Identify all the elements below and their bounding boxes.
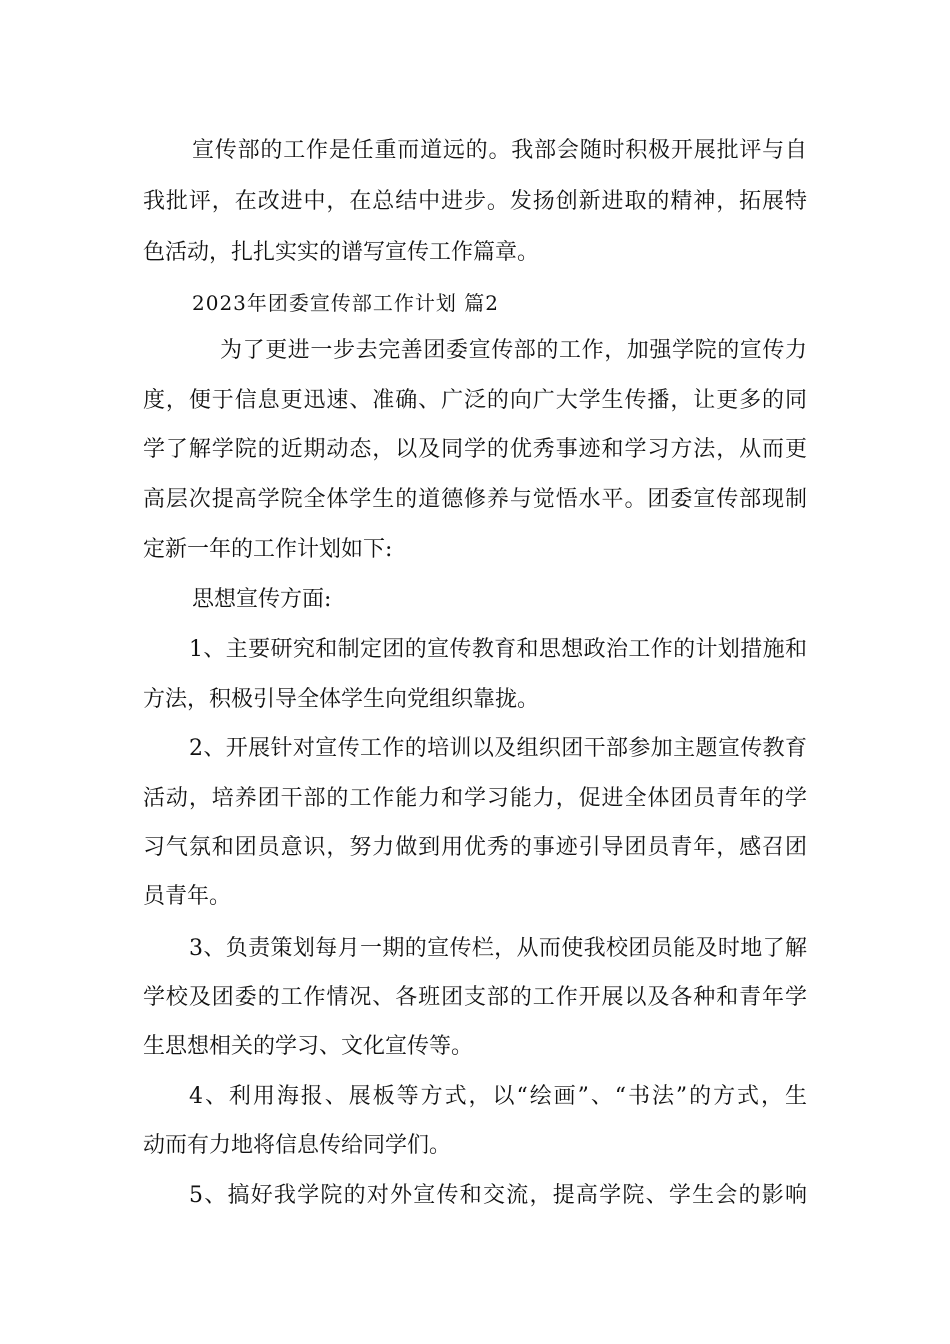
section-heading: 2023年团委宣传部工作计划 篇2 (192, 291, 499, 315)
list-item-line: 员青年。 (143, 884, 232, 909)
paragraph-line: 度，便于信息更迅速、准确、广泛的向广大学生传播，让更多的同 (143, 388, 807, 413)
paragraph-line: 为了更进一步去完善团委宣传部的工作，加强学院的宣传力 (220, 338, 807, 363)
paragraph-line: 高层次提高学院全体学生的道德修养与觉悟水平。团委宣传部现制 (143, 487, 807, 512)
list-item-line: 习气氛和团员意识，努力做到用优秀的事迹引导团员青年，感召团 (143, 835, 807, 860)
list-item-line: 生思想相关的学习、文化宣传等。 (143, 1034, 474, 1059)
list-item-line: 5、搞好我学院的对外宣传和交流，提高学院、学生会的影响 (189, 1183, 807, 1208)
list-item-line: 方法，积极引导全体学生向党组织靠拢。 (143, 687, 540, 712)
list-item-line: 3、负责策划每月一期的宣传栏，从而使我校团员能及时地了解 (189, 936, 807, 961)
list-item-line: 4、利用海报、展板等方式，以“绘画”、“书法”的方式，生 (189, 1084, 807, 1109)
list-item-line: 学校及团委的工作情况、各班团支部的工作开展以及各种和青年学 (143, 985, 807, 1010)
paragraph-line: 我批评，在改进中，在总结中进步。发扬创新进取的精神，拓展特 (143, 189, 807, 214)
list-item-line: 动而有力地将信息传给同学们。 (143, 1133, 452, 1158)
paragraph-line: 色活动，扎扎实实的谱写宣传工作篇章。 (143, 240, 540, 265)
paragraph-line: 定新一年的工作计划如下: (143, 537, 393, 562)
list-item-line: 2、开展针对宣传工作的培训以及组织团干部参加主题宣传教育 (189, 736, 807, 761)
paragraph-line: 宣传部的工作是任重而道远的。我部会随时积极开展批评与自 (192, 138, 807, 163)
paragraph-line: 学了解学院的近期动态，以及同学的优秀事迹和学习方法，从而更 (143, 437, 807, 462)
list-item-line: 1、主要研究和制定团的宣传教育和思想政治工作的计划措施和 (189, 637, 807, 662)
list-item-line: 活动，培养团干部的工作能力和学习能力，促进全体团员青年的学 (143, 786, 807, 811)
subsection-heading: 思想宣传方面: (192, 587, 332, 612)
